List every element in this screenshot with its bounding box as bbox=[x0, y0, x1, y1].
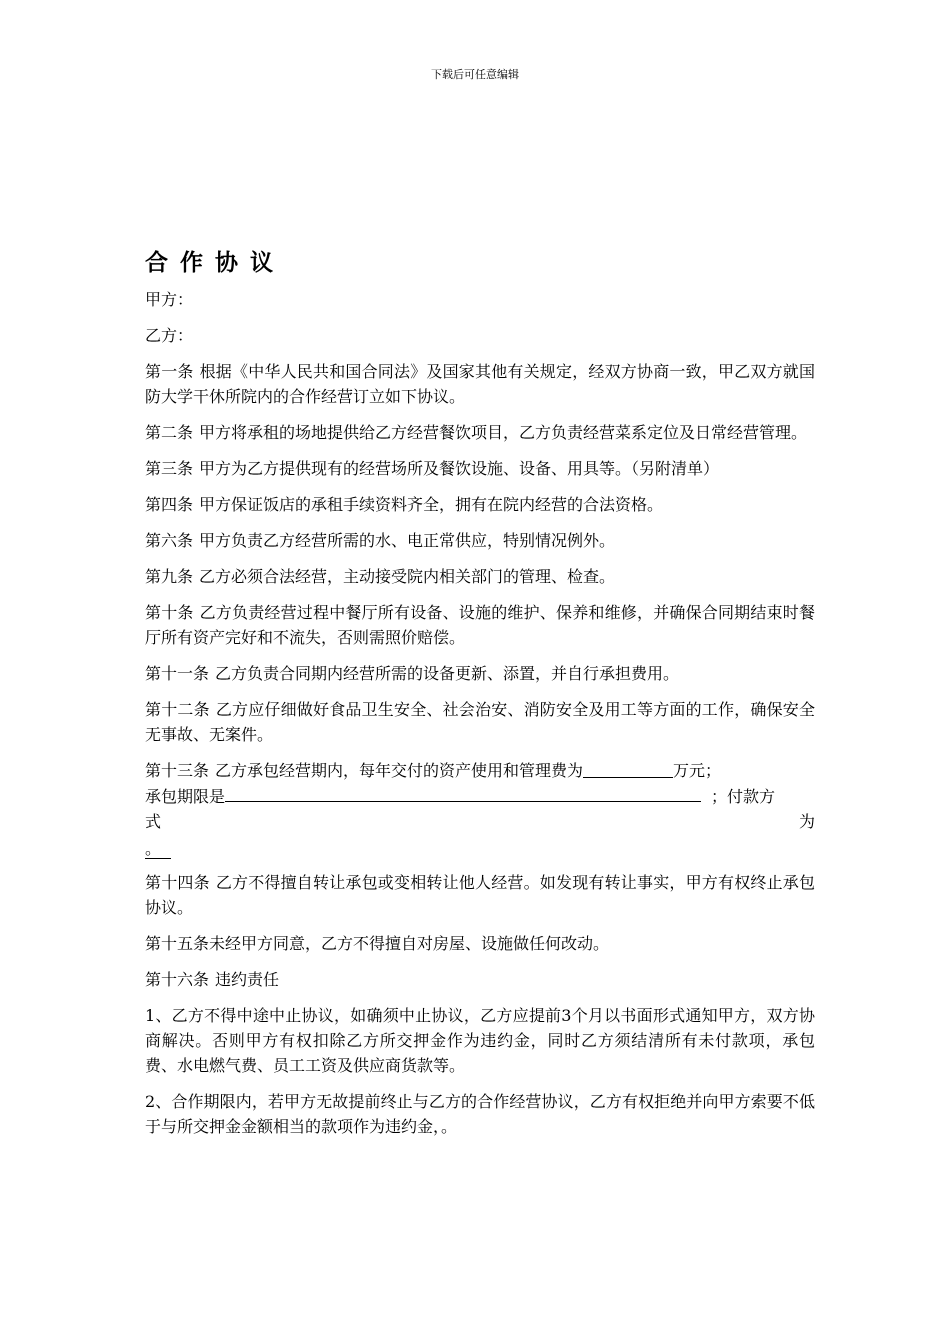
article-13-line-4 bbox=[145, 834, 815, 859]
period-blank[interactable] bbox=[225, 783, 701, 802]
article-label: 第四条 bbox=[145, 495, 194, 514]
article-13-end: 。 bbox=[145, 839, 162, 858]
article-2 bbox=[145, 420, 815, 445]
article-label: 第十二条 bbox=[145, 700, 210, 719]
party-a-line: 甲方： bbox=[145, 290, 194, 309]
article-label: 第十五条 bbox=[145, 934, 210, 953]
period-label: 承包期限是 bbox=[145, 787, 226, 806]
payment-blank[interactable] bbox=[145, 836, 171, 859]
article-text: 未经甲方同意，乙方不得擅自对房屋、设施做任何改动。 bbox=[209, 934, 610, 953]
article-13-line-3 bbox=[145, 809, 815, 834]
clause-2: 2、合作期限内，若甲方无故提前终止与乙方的合作经营协议，乙方有权拒绝并向甲方索要不低于与所交押金金额相当的款项作为违约金，。 bbox=[145, 1092, 815, 1136]
fee-blank[interactable] bbox=[583, 759, 673, 778]
article-text: 乙方必须合法经营，主动接受院内相关部门的管理、检查。 bbox=[199, 567, 616, 586]
article-text: 根据《中华人民共和国合同法》及国家其他有关规定，经双方协商一致，甲乙双方就国防大学干休所院内的合作经营订立如下协议。 bbox=[145, 362, 815, 406]
article-13 bbox=[145, 758, 815, 859]
article-3 bbox=[145, 456, 815, 481]
article-10 bbox=[145, 600, 815, 650]
article-label: 第十三条 bbox=[145, 761, 210, 780]
article-label: 第十一条 bbox=[145, 664, 210, 683]
payment-label-2: 式 bbox=[145, 812, 162, 831]
article-13-line-2 bbox=[145, 783, 815, 809]
article-text: 乙方负责经营过程中餐厅所有设备、设施的维护、保养和维修，并确保合同期结束时餐厅所有资产完好和不流失，否则需照价赔偿。 bbox=[145, 603, 815, 647]
article-label: 第三条 bbox=[145, 459, 194, 478]
article-14 bbox=[145, 870, 815, 920]
article-text: 违约责任 bbox=[215, 970, 280, 989]
article-label: 第一条 bbox=[145, 362, 194, 381]
article-text: 乙方负责合同期内经营所需的设备更新、添置，并自行承担费用。 bbox=[215, 664, 680, 683]
document-title: 合作协议 bbox=[145, 250, 285, 276]
fee-unit: 万元； bbox=[673, 761, 722, 780]
article-1 bbox=[145, 359, 815, 409]
article-12 bbox=[145, 697, 815, 747]
article-9 bbox=[145, 564, 815, 589]
article-label: 第六条 bbox=[145, 531, 194, 550]
article-label: 第九条 bbox=[145, 567, 194, 586]
article-15 bbox=[145, 931, 815, 956]
article-13-line-1 bbox=[145, 758, 815, 783]
document-body bbox=[145, 244, 815, 1150]
article-16 bbox=[145, 967, 815, 992]
article-label: 第十六条 bbox=[145, 970, 210, 989]
article-text: 甲方为乙方提供现有的经营场所及餐饮设施、设备、用具等。（另附清单） bbox=[199, 459, 720, 478]
article-4 bbox=[145, 492, 815, 517]
article-text: 甲方保证饭店的承租手续资料齐全，拥有在院内经营的合法资格。 bbox=[199, 495, 664, 514]
article-text: 甲方将承租的场地提供给乙方经营餐饮项目，乙方负责经营菜系定位及日常经营管理。 bbox=[199, 423, 808, 442]
article-text: 甲方负责乙方经营所需的水、电正常供应，特别情况例外。 bbox=[199, 531, 616, 550]
article-label: 第二条 bbox=[145, 423, 194, 442]
article-11 bbox=[145, 661, 815, 686]
article-text: 乙方不得擅自转让承包或变相转让他人经营。如发现有转让事实，甲方有权终止承包协议。 bbox=[145, 873, 815, 917]
article-text: 乙方应仔细做好食品卫生安全、社会治安、消防安全及用工等方面的工作，确保安全无事故、无案件。 bbox=[145, 700, 815, 744]
clause-1: 1、乙方不得中途中止协议，如确须中止协议，乙方应提前3个月以书面形式通知甲方，双方协商解决。否则甲方有权扣除乙方所交押金作为违约金，同时乙方须结清所有未付款项，承包费、水电燃气费、员工工资及供应商货款等。 bbox=[145, 1006, 815, 1075]
article-label: 第十四条 bbox=[145, 873, 210, 892]
article-6 bbox=[145, 528, 815, 553]
party-b-line: 乙方： bbox=[145, 326, 194, 345]
header-note: 下载后可任意编辑 bbox=[431, 68, 519, 81]
payment-is: 为 bbox=[798, 812, 815, 831]
article-label: 第十条 bbox=[145, 603, 194, 622]
article-text: 乙方承包经营期内，每年交付的资产使用和管理费为 bbox=[215, 761, 584, 780]
payment-label: ；付款方 bbox=[711, 787, 776, 806]
